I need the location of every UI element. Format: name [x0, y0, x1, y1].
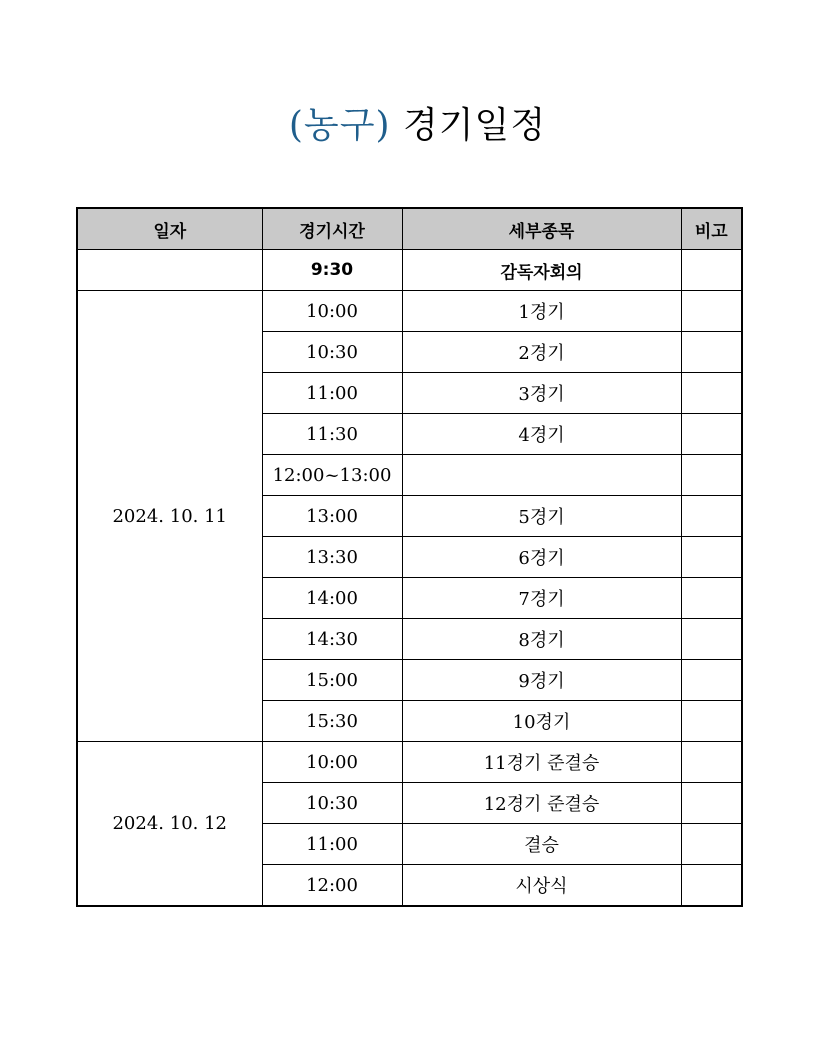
- time-cell: 10:00: [262, 742, 402, 783]
- event-cell: 4경기: [402, 414, 681, 455]
- time-cell: 10:00: [262, 291, 402, 332]
- note-cell: [681, 865, 742, 907]
- time-cell: 13:00: [262, 496, 402, 537]
- time-cell: 11:00: [262, 373, 402, 414]
- note-cell: [681, 824, 742, 865]
- event-cell: 3경기: [402, 373, 681, 414]
- note-cell: [681, 701, 742, 742]
- event-cell: 결승: [402, 824, 681, 865]
- table-row-meeting: [77, 250, 742, 291]
- note-cell: [681, 537, 742, 578]
- time-cell: 14:00: [262, 578, 402, 619]
- meeting-event: 감독자회의: [402, 250, 681, 291]
- note-cell: [681, 578, 742, 619]
- meeting-time: 9:30: [262, 250, 402, 291]
- header-time: 경기시간: [262, 208, 402, 250]
- event-cell: 1경기: [402, 291, 681, 332]
- event-cell: 11경기 준결승: [402, 742, 681, 783]
- note-cell: [681, 783, 742, 824]
- event-cell: 시상식: [402, 865, 681, 907]
- header-date: 일자: [77, 208, 262, 250]
- event-cell: 5경기: [402, 496, 681, 537]
- event-cell: [402, 455, 681, 496]
- note-cell: [681, 496, 742, 537]
- schedule-table: [76, 207, 743, 907]
- event-cell: 9경기: [402, 660, 681, 701]
- note-cell: [681, 660, 742, 701]
- time-cell: 15:00: [262, 660, 402, 701]
- note-cell: [681, 455, 742, 496]
- title-main: 경기일정: [403, 105, 547, 146]
- meeting-date: [77, 250, 262, 291]
- note-cell: [681, 291, 742, 332]
- event-cell: 6경기: [402, 537, 681, 578]
- note-cell: [681, 332, 742, 373]
- table-row: [77, 742, 742, 783]
- page-title: [0, 96, 835, 156]
- event-cell: 12경기 준결승: [402, 783, 681, 824]
- meeting-note: [681, 250, 742, 291]
- note-cell: [681, 414, 742, 455]
- time-cell: 12:00~13:00: [262, 455, 402, 496]
- event-cell: 7경기: [402, 578, 681, 619]
- header-row: [77, 208, 742, 250]
- table-row: [77, 291, 742, 332]
- time-cell: 11:00: [262, 824, 402, 865]
- time-cell: 10:30: [262, 783, 402, 824]
- event-cell: 8경기: [402, 619, 681, 660]
- date-cell-day2: 2024. 10. 12: [77, 742, 262, 907]
- time-cell: 14:30: [262, 619, 402, 660]
- time-cell: 15:30: [262, 701, 402, 742]
- note-cell: [681, 373, 742, 414]
- event-cell: 2경기: [402, 332, 681, 373]
- time-cell: 11:30: [262, 414, 402, 455]
- time-cell: 13:30: [262, 537, 402, 578]
- time-cell: 10:30: [262, 332, 402, 373]
- note-cell: [681, 619, 742, 660]
- title-sport: (농구): [288, 105, 391, 146]
- event-cell: 10경기: [402, 701, 681, 742]
- time-cell: 12:00: [262, 865, 402, 907]
- note-cell: [681, 742, 742, 783]
- date-cell-day1: 2024. 10. 11: [77, 291, 262, 742]
- header-note: 비고: [681, 208, 742, 250]
- header-event: 세부종목: [402, 208, 681, 250]
